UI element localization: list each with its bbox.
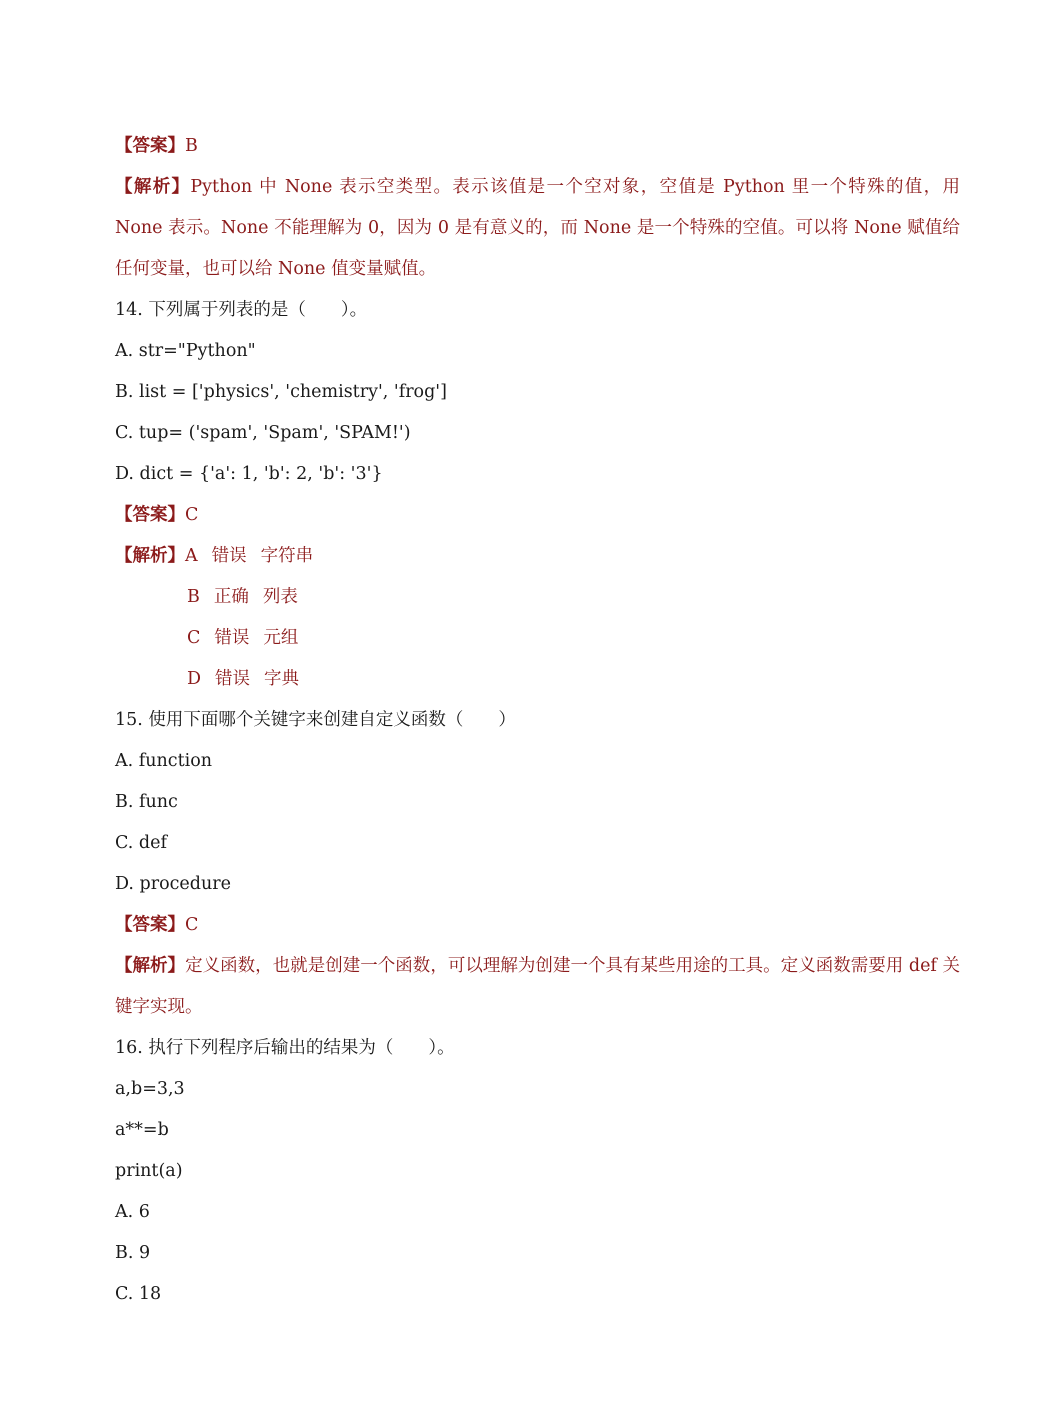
answer-value: C: [185, 505, 199, 525]
q15-question: 15. 使用下面哪个关键字来创建自定义函数（ ）: [115, 710, 516, 730]
q13-analysis: [115, 167, 960, 290]
q13-answer: [115, 126, 960, 167]
answer-tag: 【答案】: [115, 505, 185, 525]
q16-question: 16. 执行下列程序后输出的结果为（ ）。: [115, 1038, 455, 1058]
answer-tag: 【答案】: [115, 136, 185, 156]
analysis-letter: D: [187, 669, 202, 689]
q14-option-d: D. dict = {'a': 1, 'b': 2, 'b': '3'}: [115, 464, 383, 484]
q14-option-a: A. str="Python": [115, 341, 256, 361]
analysis-text: 定义函数，也就是创建一个函数，可以理解为创建一个具有某些用途的工具。定义函数需要用 def 关键字实现。: [115, 956, 960, 1017]
q14-analysis-row-d: [115, 659, 960, 700]
q14-option-b: B. list = ['physics', 'chemistry', 'frog']: [115, 382, 447, 402]
q16-code-line-3: print(a): [115, 1161, 183, 1181]
q15-analysis: [115, 946, 960, 1028]
q15-option-d: D. procedure: [115, 874, 231, 894]
analysis-type: 列表: [262, 587, 298, 607]
q14-question: 14. 下列属于列表的是（ ）。: [115, 300, 368, 320]
answer-value: B: [185, 136, 198, 156]
analysis-tag: 【解析】: [115, 177, 191, 197]
analysis-tag: 【解析】: [115, 546, 185, 566]
q15-answer: [115, 905, 960, 946]
document-page: [115, 126, 960, 1315]
analysis-type: 字典: [264, 669, 300, 689]
analysis-tag: 【解析】: [115, 956, 186, 976]
analysis-letter: C: [187, 628, 201, 648]
q14-analysis-row-c: [115, 618, 960, 659]
analysis-letter: A: [185, 546, 198, 566]
q14-answer: [115, 495, 960, 536]
analysis-verdict: 错误: [214, 628, 250, 648]
q16-code-line-1: a,b=3,3: [115, 1079, 185, 1099]
analysis-text: Python 中 None 表示空类型。表示该值是一个空对象，空值是 Python 里一个特殊的值，用 None 表示。None 不能理解为 0，因为 0 是有意义的，而 None 是一个特殊的空值。可以将 None 赋值给任何变量，也可以给 None 值变量赋值。: [115, 177, 960, 279]
analysis-letter: B: [187, 587, 200, 607]
q15-option-b: B. func: [115, 792, 178, 812]
q16-option-b: B. 9: [115, 1243, 151, 1263]
analysis-type: 字符串: [260, 546, 314, 566]
analysis-type: 元组: [263, 628, 299, 648]
q16-option-a: A. 6: [115, 1202, 150, 1222]
q14-option-c: C. tup= ('spam', 'Spam', 'SPAM!'): [115, 423, 411, 443]
answer-value: C: [185, 915, 199, 935]
q14-analysis-row-b: [115, 577, 960, 618]
answer-tag: 【答案】: [115, 915, 185, 935]
analysis-verdict: 错误: [215, 669, 251, 689]
q15-option-a: A. function: [115, 751, 213, 771]
q15-option-c: C. def: [115, 833, 167, 853]
q16-option-c: C. 18: [115, 1284, 162, 1304]
q14-analysis-row-a: [115, 536, 960, 577]
analysis-verdict: 正确: [213, 587, 249, 607]
analysis-verdict: 错误: [211, 546, 247, 566]
q16-code-line-2: a**=b: [115, 1120, 169, 1140]
